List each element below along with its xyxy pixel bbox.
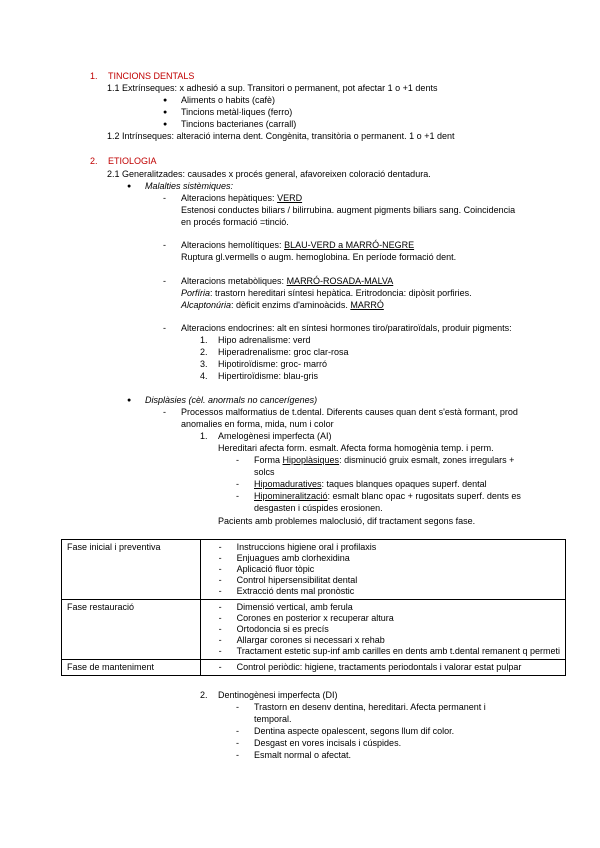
- dash-icon: -: [163, 407, 166, 417]
- dash-icon: -: [236, 726, 239, 736]
- dash-icon: -: [218, 662, 222, 672]
- dash-icon: -: [236, 738, 239, 748]
- phase-items: [200, 540, 565, 600]
- bullet-icon: ●: [163, 97, 168, 104]
- table-row: [62, 600, 566, 660]
- bullet-icon: ●: [163, 109, 168, 116]
- dash-icon: -: [236, 750, 239, 760]
- ai-desc: Hereditari afecta form. esmalt. Afecta forma homogènia temp. i perm.: [218, 443, 494, 453]
- endo-item-2: Hiperadrenalisme: groc clar-rosa: [218, 347, 349, 357]
- pacients-line: Pacients amb problemes maloclusió, dif tractament segons fase.: [218, 516, 476, 526]
- hipoplasiques-desc: : disminució gruix esmalt, zones irregulars +: [339, 455, 515, 465]
- dash-icon: -: [218, 564, 222, 574]
- list-item: [219, 662, 560, 673]
- extrinseques-line: 1.1 Extrínseques: x adhesió a sup. Transitori o permanent, pot afectar 1 o +1 dents: [107, 83, 438, 93]
- item-text: Tractament estetic sup-inf amb carilles en dents amb t.dental remanent q permeti: [236, 646, 560, 656]
- phase-items: [200, 600, 565, 660]
- endo-num-2: 2.: [200, 347, 208, 357]
- phase-label: Fase inicial i preventiva: [62, 540, 201, 600]
- phase-label: Fase de manteniment: [62, 660, 201, 676]
- list-item: [219, 586, 560, 597]
- metaboliques-line: [181, 276, 393, 287]
- hipoplasiques-line: [254, 455, 514, 466]
- dash-icon: -: [236, 479, 239, 489]
- dash-icon: -: [218, 602, 222, 612]
- endo-item-3: Hipotiroïdisme: groc- marró: [218, 359, 328, 369]
- di-item-4: Esmalt normal o afectat.: [254, 750, 352, 760]
- item-text: Control hipersensibilitat dental: [236, 575, 358, 585]
- dash-icon: -: [218, 575, 222, 585]
- dash-icon: -: [218, 613, 222, 623]
- dash-icon: -: [236, 491, 239, 501]
- endo-num-3: 3.: [200, 359, 208, 369]
- endo-item-4: Hipertiroïdisme: blau-gris: [218, 371, 319, 381]
- endo-num-1: 1.: [200, 335, 208, 345]
- list-item: [219, 542, 560, 553]
- ext-item-1: Aliments o habits (cafè): [181, 95, 276, 105]
- item-text: Extracció dents mal pronòstic: [236, 586, 355, 596]
- list-item: [219, 646, 560, 657]
- hepatiques-label: Alteracions hepàtiques:: [181, 193, 278, 203]
- displasies-desc-2: anomalies en forma, mida, num i color: [181, 419, 334, 429]
- endo-num-4: 4.: [200, 371, 208, 381]
- item-text: Corones en posterior x recuperar altura: [236, 613, 394, 623]
- hipomineralitzacio-line: [254, 491, 521, 502]
- hipomineralitzacio-desc: : esmalt blanc opac + rugositats superf. dents es: [327, 491, 521, 501]
- dash-icon: -: [218, 646, 222, 656]
- alcaptonuria-color: MARRÓ: [350, 300, 384, 310]
- hepatiques-line: [181, 193, 302, 204]
- forma-label: Forma: [254, 455, 283, 465]
- metaboliques-color: MARRÓ-ROSADA-MALVA: [286, 276, 394, 286]
- endocrines-line: Alteracions endocrines: alt en síntesi hormones tiro/paratiroïdals, produir pigments:: [181, 323, 512, 333]
- intrinseques-line: 1.2 Intrínseques: alteració interna dent. Congènita, transitòria o permanent. 1 o +1 dent: [107, 131, 455, 141]
- hipoplasiques-term: Hipoplàsiques: [282, 455, 340, 465]
- di-item-1: Trastorn en desenv dentina, hereditari. Afecta permanent i: [254, 702, 486, 712]
- section-1-title: TINCIONS DENTALS: [108, 71, 195, 81]
- porfiria-term: Porfíria: [181, 288, 211, 298]
- section-1-number: 1.: [90, 71, 98, 81]
- porfiria-desc: : trastorn hereditari síntesi hepàtica. Eritrodoncia: dipòsit porfiries.: [210, 288, 472, 298]
- di-number: 2.: [200, 690, 208, 700]
- hipomaduratives-term: Hipomaduratives: [254, 479, 322, 489]
- dash-icon: -: [218, 586, 222, 596]
- item-text: Enjuagues amb clorhexidina: [236, 553, 350, 563]
- list-item: [219, 602, 560, 613]
- item-text: Instruccions higiene oral i profilaxis: [236, 542, 377, 552]
- item-text: Dimensió vertical, amb ferula: [236, 602, 353, 612]
- hemolitiques-color: BLAU-VERD a MARRÓ-NEGRE: [284, 240, 415, 250]
- endo-item-1: Hipo adrenalisme: verd: [218, 335, 311, 345]
- hipomaduratives-line: [254, 479, 487, 490]
- section-2-number: 2.: [90, 156, 98, 166]
- hepatiques-desc-1: Estenosi conductes biliars / bilirrubina. augment pigments biliars sang. Coincidencia: [181, 205, 516, 215]
- displasies-heading: Displàsies (cèl. anormals no cancerígenes): [145, 395, 318, 405]
- item-text: Allargar corones si necessari x rehab: [236, 635, 385, 645]
- di-title: Dentinogènesi imperfecta (DI): [218, 690, 338, 700]
- dash-icon: -: [163, 276, 166, 286]
- alcaptonuria-term: Alcaptonúria: [181, 300, 232, 310]
- dash-icon: -: [236, 702, 239, 712]
- bullet-icon: ●: [163, 121, 168, 128]
- di-item-2: Dentina aspecte opalescent, segons llum dif color.: [254, 726, 455, 736]
- dash-icon: -: [163, 193, 166, 203]
- hipomineralitzacio-desc-2: desgasten i cúspides erosionen.: [254, 503, 383, 513]
- ai-title: Amelogènesi imperfecta (AI): [218, 431, 332, 441]
- di-item-1-cont: temporal.: [254, 714, 292, 724]
- list-item: [219, 575, 560, 586]
- item-text: Control periòdic: higiene, tractaments periodontals i valorar estat pulpar: [236, 662, 522, 672]
- list-item: [219, 613, 560, 624]
- hemolitiques-line: [181, 240, 414, 251]
- hepatiques-desc-2: en procés formació =tinció.: [181, 217, 289, 227]
- table-row: [62, 660, 566, 676]
- alcaptonuria-line: [181, 300, 384, 311]
- ext-item-3: Tincions bacterianes (carrall): [181, 119, 297, 129]
- list-item: [219, 564, 560, 575]
- list-item: [219, 553, 560, 564]
- hipomineralitzacio-term: Hipomineralització: [254, 491, 328, 501]
- treatment-phases-table: [61, 539, 566, 676]
- phase-items: [200, 660, 565, 676]
- dash-icon: -: [218, 635, 222, 645]
- section-2-title: ETIOLOGIA: [108, 156, 157, 166]
- dash-icon: -: [218, 624, 222, 634]
- malalties-heading: Malalties sistèmiques:: [145, 181, 234, 191]
- bullet-icon: ●: [127, 183, 132, 190]
- ext-item-2: Tincions metàl·liques (ferro): [181, 107, 293, 117]
- ai-number: 1.: [200, 431, 208, 441]
- dash-icon: -: [163, 323, 166, 333]
- table-row: [62, 540, 566, 600]
- bullet-icon: ●: [127, 397, 132, 404]
- dash-icon: -: [163, 240, 166, 250]
- hepatiques-color: VERD: [277, 193, 303, 203]
- alcaptonuria-desc: : dèficit enzims d'aminoàcids.: [231, 300, 351, 310]
- item-text: Aplicació fluor tòpic: [236, 564, 315, 574]
- porfiria-line: [181, 288, 472, 299]
- metaboliques-label: Alteracions metabòliques:: [181, 276, 287, 286]
- list-item: [219, 624, 560, 635]
- hemolitiques-desc: Ruptura gl.vermells o augm. hemoglobina. En període formació dent.: [181, 252, 457, 262]
- generalitzades-line: 2.1 Generalitzades: causades x procés general, afavoreixen coloració dentadura.: [107, 169, 431, 179]
- di-item-3: Desgast en vores incisals i cúspides.: [254, 738, 402, 748]
- list-item: [219, 635, 560, 646]
- dash-icon: -: [218, 542, 222, 552]
- dash-icon: -: [218, 553, 222, 563]
- hipoplasiques-desc-2: solcs: [254, 467, 275, 477]
- dash-icon: -: [236, 455, 239, 465]
- phase-label: Fase restauració: [62, 600, 201, 660]
- item-text: Ortodoncia si es precís: [236, 624, 329, 634]
- displasies-desc-1: Processos malformatius de t.dental. Diferents causes quan dent s'està formant, prod: [181, 407, 518, 417]
- hemolitiques-label: Alteracions hemolítiques:: [181, 240, 285, 250]
- hipomaduratives-desc: : taques blanques opaques superf. dental: [321, 479, 487, 489]
